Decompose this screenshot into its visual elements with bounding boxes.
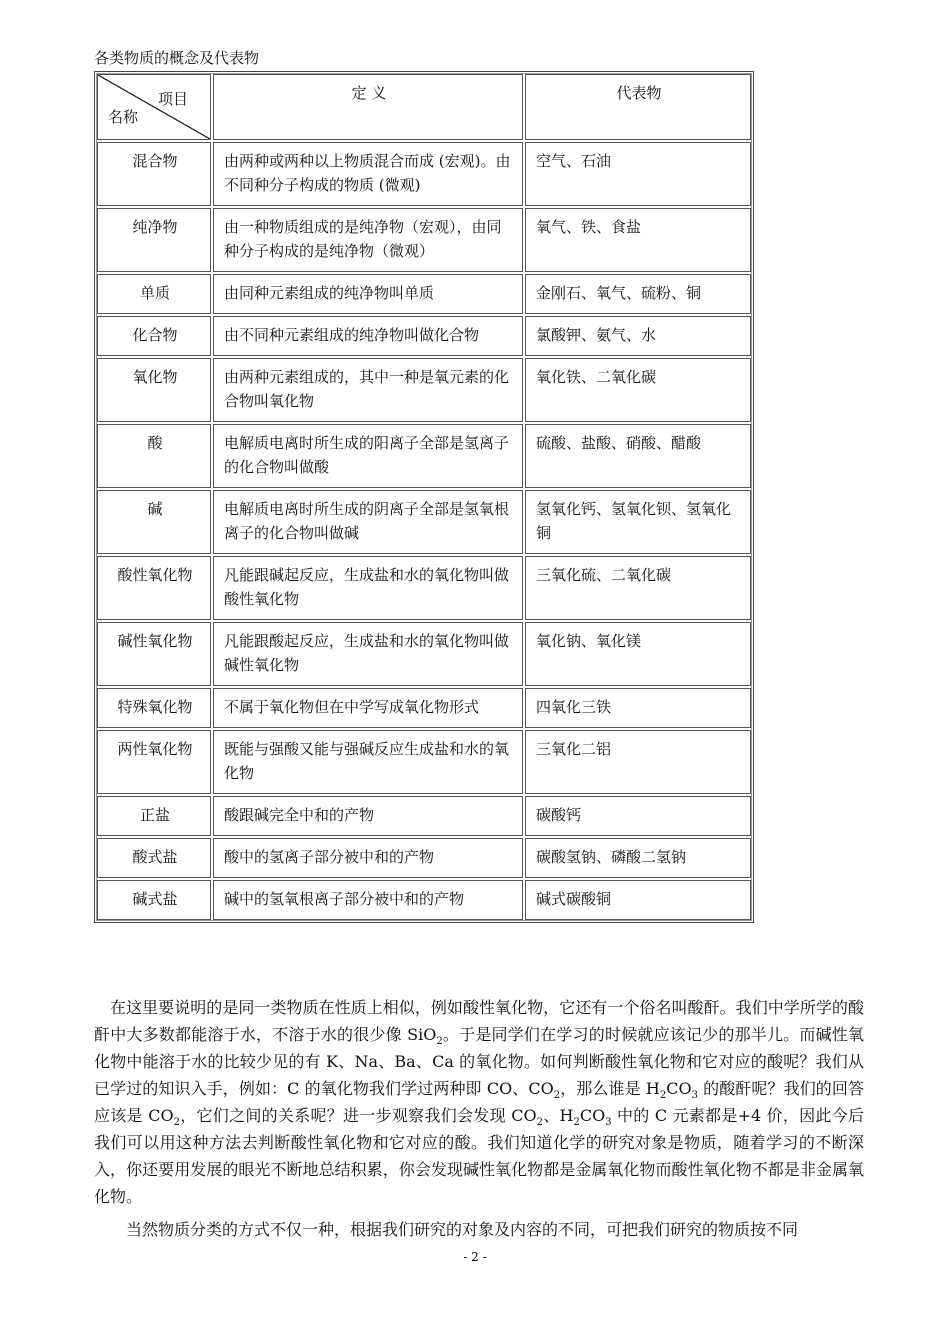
row-examples-cell: 氧气、铁、食盐 — [525, 208, 751, 272]
row-examples-cell: 三氧化硫、二氧化碳 — [525, 556, 751, 620]
row-examples-cell: 氧化钠、氧化镁 — [525, 622, 751, 686]
row-examples-cell: 硫酸、盐酸、硝酸、醋酸 — [525, 424, 751, 488]
row-examples-cell: 氢氧化钙、氢氧化钡、氢氧化铜 — [525, 490, 751, 554]
header-definition: 定 义 — [213, 74, 523, 140]
table-row — [97, 622, 751, 686]
document-title: 各类物质的概念及代表物 — [94, 49, 260, 67]
row-definition-cell: 电解质电离时所生成的阴离子全部是氢氧根离子的化合物叫做碱 — [213, 490, 523, 554]
row-name-cell: 酸 — [97, 424, 211, 488]
table-row — [97, 490, 751, 554]
row-examples-cell: 碳酸钙 — [525, 796, 751, 836]
row-name-cell: 化合物 — [97, 316, 211, 356]
row-name-cell: 碱式盐 — [97, 880, 211, 920]
row-definition-cell: 既能与强酸又能与强碱反应生成盐和水的氧化物 — [213, 730, 523, 794]
table-corner-cell — [97, 74, 211, 140]
row-name-cell: 两性氧化物 — [97, 730, 211, 794]
row-examples-cell: 空气、石油 — [525, 142, 751, 206]
row-definition-cell: 由一种物质组成的是纯净物（宏观），由同种分子构成的是纯净物（微观） — [213, 208, 523, 272]
table-row — [97, 142, 751, 206]
header-examples: 代表物 — [525, 74, 751, 140]
table-row — [97, 688, 751, 728]
table-row — [97, 274, 751, 314]
row-definition-cell: 凡能跟碱起反应，生成盐和水的氧化物叫做酸性氧化物 — [213, 556, 523, 620]
table-row — [97, 730, 751, 794]
row-definition-cell: 酸跟碱完全中和的产物 — [213, 796, 523, 836]
row-definition-cell: 由两种元素组成的，其中一种是氧元素的化合物叫氧化物 — [213, 358, 523, 422]
row-name-cell: 氧化物 — [97, 358, 211, 422]
table-row — [97, 880, 751, 920]
row-examples-cell: 氧化铁、二氧化碳 — [525, 358, 751, 422]
row-definition-cell: 碱中的氢氧根离子部分被中和的产物 — [213, 880, 523, 920]
table-row — [97, 838, 751, 878]
row-definition-cell: 由不同种元素组成的纯净物叫做化合物 — [213, 316, 523, 356]
row-name-cell: 单质 — [97, 274, 211, 314]
row-examples-cell: 氯酸钾、氨气、水 — [525, 316, 751, 356]
paragraph-1: 在这里要说明的是同一类物质在性质上相似，例如酸性氧化物，它还有一个俗名叫酸酐。我们中学所学的酸酐中大多数都能溶于水，不溶于水的很少像 SiO$_2$。于是同学们在学习的时候就应该记少的那半儿。而碱性氧化物中能溶于水的比较少见的有 K、Na、Ba、Ca 的氧化物。如何判断酸性氧化物和它对应的酸呢？我们从已学过的知识入手，例如：C 的氧化物我们学过两种即 CO、$CO_2$，那么谁是 $H_2CO_3$ 的酸酐呢？我们的回答应该是 $CO_2$，它们之间的关系呢？进一步观察我们会发现 $CO_2$、$H_2CO_3$ 中的 C 元素都是+4 价，因此今后我们可以用这种方法去判断酸性氧化物和它对应的酸。我们知道化学的研究对象是物质，随着学习的不断深入，你还要用发展的眼光不断地总结积累，你会发现碱性氧化物都是金属氧化物而酸性氧化物不都是非金属氧化物。 — [94, 998, 864, 1206]
row-name-cell: 正盐 — [97, 796, 211, 836]
row-name-cell: 酸性氧化物 — [97, 556, 211, 620]
row-name-cell: 碱性氧化物 — [97, 622, 211, 686]
row-examples-cell: 金刚石、氧气、硫粉、铜 — [525, 274, 751, 314]
row-name-cell: 酸式盐 — [97, 838, 211, 878]
corner-label-item: 项目 — [157, 90, 188, 108]
row-examples-cell: 碱式碳酸铜 — [525, 880, 751, 920]
table-row — [97, 556, 751, 620]
table-header-row — [97, 74, 751, 140]
row-name-cell: 纯净物 — [97, 208, 211, 272]
row-name-cell: 碱 — [97, 490, 211, 554]
table-row — [97, 796, 751, 836]
paragraph-2: 当然物质分类的方式不仅一种，根据我们研究的对象及内容的不同，可把我们研究的物质按不同 — [126, 1220, 799, 1239]
table-row — [97, 208, 751, 272]
row-definition-cell: 由同种元素组成的纯净物叫单质 — [213, 274, 523, 314]
row-name-cell: 混合物 — [97, 142, 211, 206]
row-definition-cell: 不属于氧化物但在中学写成氧化物形式 — [213, 688, 523, 728]
row-name-cell: 特殊氧化物 — [97, 688, 211, 728]
corner-label-name: 名称 — [108, 108, 139, 126]
page-number: - 2 - — [463, 1250, 487, 1264]
row-examples-cell: 三氧化二铝 — [525, 730, 751, 794]
concept-table — [94, 71, 754, 923]
row-definition-cell: 酸中的氢离子部分被中和的产物 — [213, 838, 523, 878]
table-row — [97, 316, 751, 356]
row-definition-cell: 电解质电离时所生成的阳离子全部是氢离子的化合物叫做酸 — [213, 424, 523, 488]
row-examples-cell: 碳酸氢钠、磷酸二氢钠 — [525, 838, 751, 878]
row-definition-cell: 凡能跟酸起反应，生成盐和水的氧化物叫做碱性氧化物 — [213, 622, 523, 686]
table-row — [97, 358, 751, 422]
table-row — [97, 424, 751, 488]
row-definition-cell: 由两种或两种以上物质混合而成 (宏观)。由不同种分子构成的物质 (微观) — [213, 142, 523, 206]
row-examples-cell: 四氧化三铁 — [525, 688, 751, 728]
